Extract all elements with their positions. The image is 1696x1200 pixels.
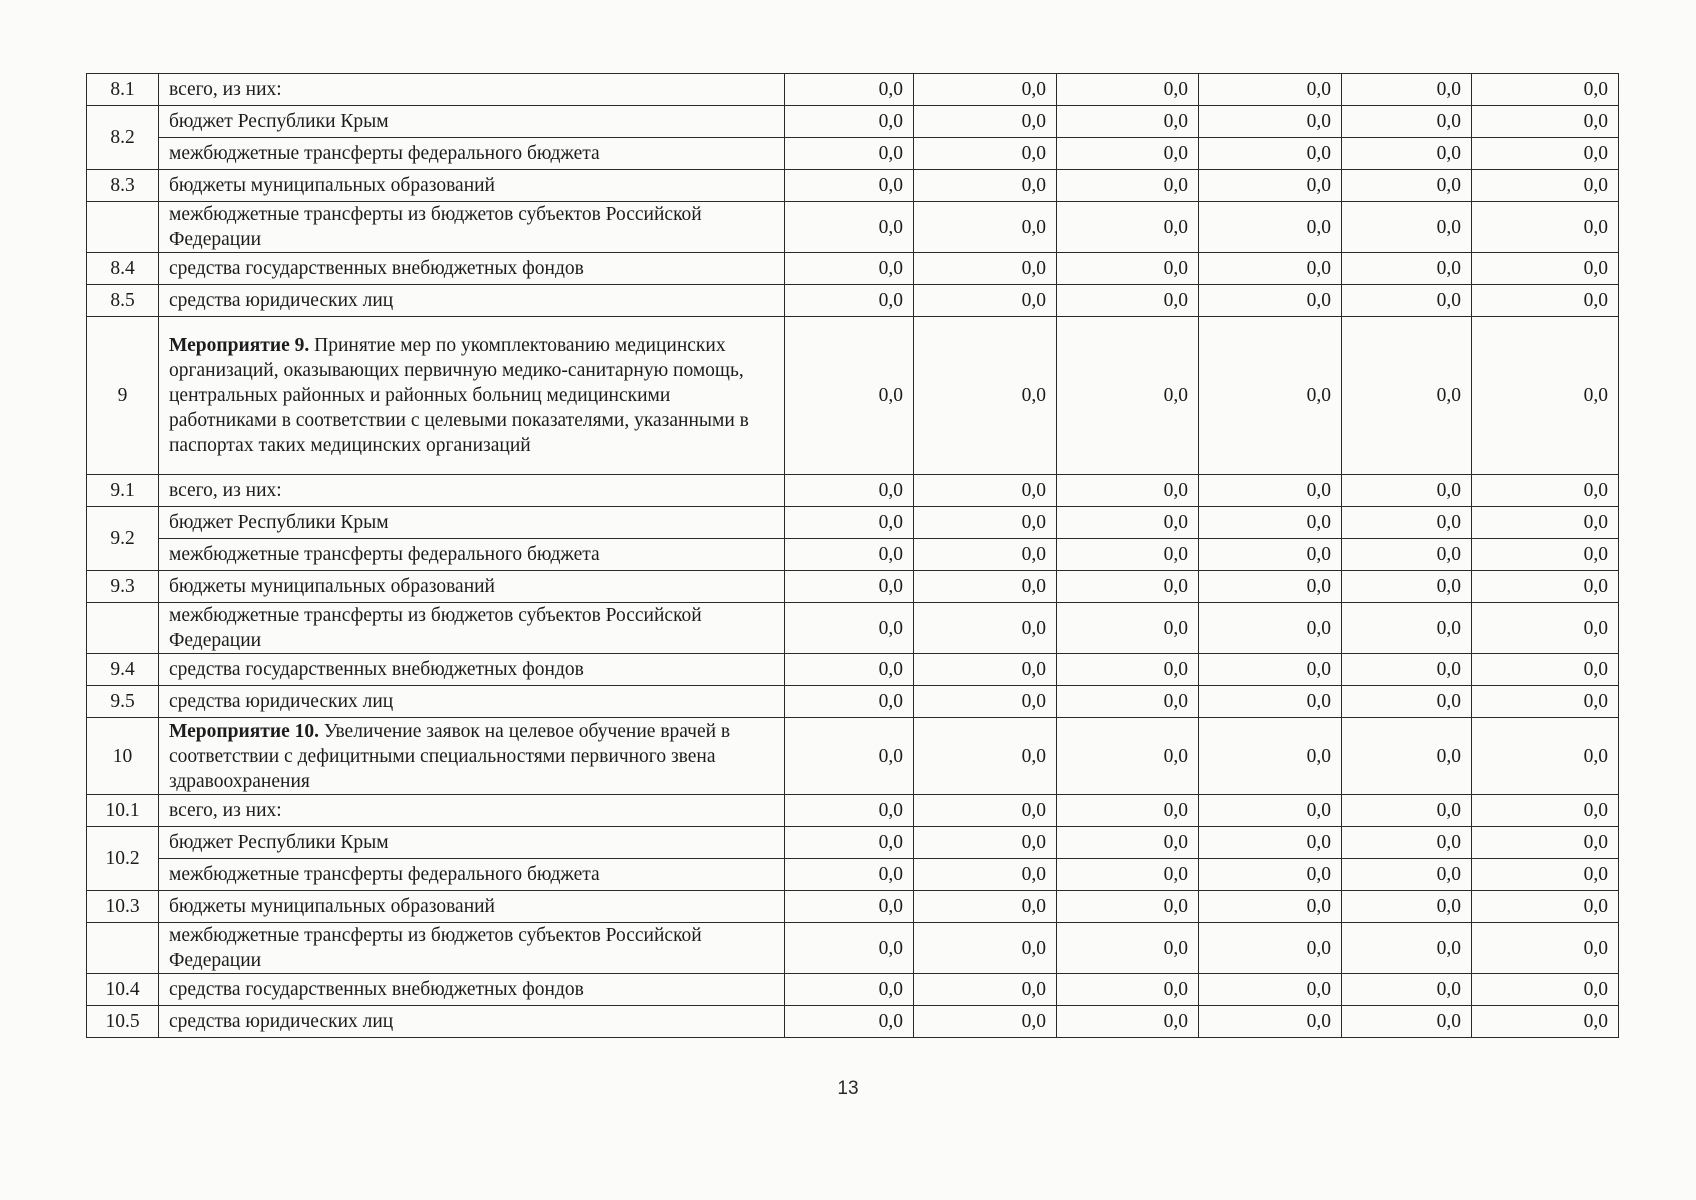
table-row	[87, 253, 1619, 285]
value-cell: 0,0	[1472, 475, 1619, 507]
value-cell: 0,0	[1472, 202, 1619, 253]
value-cell: 0,0	[1472, 571, 1619, 603]
table-row	[87, 718, 1619, 795]
table-row	[87, 859, 1619, 891]
table-row	[87, 654, 1619, 686]
activity-text: Принятие мер по укомплектованию медицинских организаций, оказывающих первичную медико-санитарную помощь, центральных районных и районных больниц медицинскими работниками в соответствии с целевыми показателями, указанными в паспортах таких медицинских организаций	[169, 335, 749, 456]
value-cell: 0,0	[914, 571, 1057, 603]
row-description: бюджет Республики Крым	[159, 827, 785, 859]
value-cell: 0,0	[785, 571, 914, 603]
value-cell: 0,0	[1342, 603, 1472, 654]
value-cell: 0,0	[1342, 170, 1472, 202]
value-cell: 0,0	[785, 475, 914, 507]
value-cell: 0,0	[914, 1006, 1057, 1038]
value-cell: 0,0	[1342, 74, 1472, 106]
activity-label: Мероприятие 9.	[169, 335, 310, 356]
value-cell: 0,0	[1057, 827, 1199, 859]
row-description: межбюджетные трансферты федерального бюджета	[159, 138, 785, 170]
value-cell: 0,0	[1342, 253, 1472, 285]
budget-table	[86, 73, 1619, 1038]
row-description: бюджеты муниципальных образований	[159, 571, 785, 603]
value-cell: 0,0	[1057, 106, 1199, 138]
page-number: 13	[837, 1078, 859, 1099]
value-cell: 0,0	[1199, 974, 1342, 1006]
value-cell: 0,0	[785, 686, 914, 718]
row-description: всего, из них:	[159, 795, 785, 827]
value-cell: 0,0	[1199, 475, 1342, 507]
value-cell: 0,0	[1057, 1006, 1199, 1038]
table-row	[87, 475, 1619, 507]
value-cell: 0,0	[785, 718, 914, 795]
table-row	[87, 827, 1619, 859]
value-cell: 0,0	[1342, 539, 1472, 571]
row-description: межбюджетные трансферты из бюджетов субъектов Российской Федерации	[159, 603, 785, 654]
value-cell: 0,0	[914, 539, 1057, 571]
value-cell: 0,0	[785, 507, 914, 539]
value-cell: 0,0	[785, 202, 914, 253]
value-cell: 0,0	[1057, 603, 1199, 654]
row-description: средства юридических лиц	[159, 686, 785, 718]
activity-text: Увеличение заявок на целевое обучение врачей в соответствии с дефицитными специальностями первичного звена здравоохранения	[169, 720, 731, 792]
value-cell: 0,0	[785, 74, 914, 106]
value-cell: 0,0	[1342, 923, 1472, 974]
value-cell: 0,0	[1472, 686, 1619, 718]
value-cell: 0,0	[1472, 827, 1619, 859]
value-cell: 0,0	[1057, 74, 1199, 106]
value-cell: 0,0	[1199, 859, 1342, 891]
value-cell: 0,0	[785, 170, 914, 202]
table-row	[87, 1006, 1619, 1038]
row-number: 10	[87, 718, 159, 795]
value-cell: 0,0	[1472, 170, 1619, 202]
value-cell: 0,0	[1057, 859, 1199, 891]
value-cell: 0,0	[785, 603, 914, 654]
value-cell: 0,0	[1472, 654, 1619, 686]
table-row	[87, 923, 1619, 974]
activity-label: Мероприятие 10.	[169, 720, 319, 742]
value-cell: 0,0	[914, 106, 1057, 138]
value-cell: 0,0	[1199, 718, 1342, 795]
value-cell: 0,0	[785, 138, 914, 170]
row-description: средства государственных внебюджетных фондов	[159, 654, 785, 686]
value-cell: 0,0	[1199, 285, 1342, 317]
row-number: 9	[87, 317, 159, 475]
value-cell: 0,0	[1472, 507, 1619, 539]
row-number: 10.3	[87, 891, 159, 923]
value-cell: 0,0	[914, 170, 1057, 202]
row-number: 9.2	[87, 507, 159, 571]
table-row	[87, 202, 1619, 253]
value-cell: 0,0	[1342, 317, 1472, 475]
table-row	[87, 539, 1619, 571]
value-cell: 0,0	[1342, 1006, 1472, 1038]
table-row	[87, 106, 1619, 138]
value-cell: 0,0	[1342, 475, 1472, 507]
value-cell: 0,0	[785, 1006, 914, 1038]
value-cell: 0,0	[914, 285, 1057, 317]
value-cell: 0,0	[1342, 571, 1472, 603]
value-cell: 0,0	[1199, 827, 1342, 859]
table-row	[87, 285, 1619, 317]
value-cell: 0,0	[1199, 1006, 1342, 1038]
value-cell: 0,0	[1057, 974, 1199, 1006]
value-cell: 0,0	[1472, 74, 1619, 106]
row-description: средства государственных внебюджетных фондов	[159, 974, 785, 1006]
table-row	[87, 974, 1619, 1006]
row-number: 8.4	[87, 253, 159, 285]
row-number: 10.2	[87, 827, 159, 891]
value-cell: 0,0	[1199, 923, 1342, 974]
row-number	[87, 202, 159, 253]
value-cell: 0,0	[1199, 654, 1342, 686]
value-cell: 0,0	[914, 317, 1057, 475]
value-cell: 0,0	[1057, 317, 1199, 475]
value-cell: 0,0	[1057, 654, 1199, 686]
value-cell: 0,0	[785, 539, 914, 571]
value-cell: 0,0	[1472, 859, 1619, 891]
value-cell: 0,0	[785, 795, 914, 827]
row-description	[159, 718, 785, 795]
value-cell: 0,0	[785, 106, 914, 138]
value-cell: 0,0	[1057, 686, 1199, 718]
value-cell: 0,0	[1342, 974, 1472, 1006]
value-cell: 0,0	[785, 974, 914, 1006]
value-cell: 0,0	[1199, 317, 1342, 475]
row-number: 10.4	[87, 974, 159, 1006]
value-cell: 0,0	[1057, 923, 1199, 974]
row-description: всего, из них:	[159, 74, 785, 106]
table-row	[87, 571, 1619, 603]
row-description: средства юридических лиц	[159, 285, 785, 317]
row-number: 8.1	[87, 74, 159, 106]
value-cell: 0,0	[1199, 253, 1342, 285]
value-cell: 0,0	[914, 923, 1057, 974]
value-cell: 0,0	[1342, 507, 1472, 539]
value-cell: 0,0	[785, 859, 914, 891]
value-cell: 0,0	[1199, 603, 1342, 654]
value-cell: 0,0	[785, 923, 914, 974]
value-cell: 0,0	[914, 686, 1057, 718]
value-cell: 0,0	[1057, 718, 1199, 795]
value-cell: 0,0	[1472, 106, 1619, 138]
value-cell: 0,0	[1472, 539, 1619, 571]
row-description	[159, 317, 785, 475]
table-row	[87, 686, 1619, 718]
value-cell: 0,0	[1342, 827, 1472, 859]
value-cell: 0,0	[1472, 138, 1619, 170]
row-number	[87, 923, 159, 974]
value-cell: 0,0	[914, 718, 1057, 795]
row-number: 9.5	[87, 686, 159, 718]
table-row	[87, 74, 1619, 106]
value-cell: 0,0	[1342, 718, 1472, 795]
value-cell: 0,0	[1472, 891, 1619, 923]
value-cell: 0,0	[1342, 859, 1472, 891]
value-cell: 0,0	[1342, 686, 1472, 718]
row-description: бюджет Республики Крым	[159, 507, 785, 539]
value-cell: 0,0	[1472, 1006, 1619, 1038]
value-cell: 0,0	[1472, 718, 1619, 795]
value-cell: 0,0	[785, 317, 914, 475]
value-cell: 0,0	[1342, 891, 1472, 923]
value-cell: 0,0	[1199, 686, 1342, 718]
value-cell: 0,0	[1057, 507, 1199, 539]
value-cell: 0,0	[1057, 170, 1199, 202]
value-cell: 0,0	[1057, 891, 1199, 923]
value-cell: 0,0	[1342, 654, 1472, 686]
row-number: 8.2	[87, 106, 159, 170]
value-cell: 0,0	[914, 827, 1057, 859]
row-number: 8.3	[87, 170, 159, 202]
row-description: бюджеты муниципальных образований	[159, 891, 785, 923]
value-cell: 0,0	[1342, 138, 1472, 170]
value-cell: 0,0	[1199, 202, 1342, 253]
value-cell: 0,0	[1472, 603, 1619, 654]
value-cell: 0,0	[1342, 795, 1472, 827]
row-number: 9.4	[87, 654, 159, 686]
value-cell: 0,0	[1472, 974, 1619, 1006]
value-cell: 0,0	[1472, 317, 1619, 475]
value-cell: 0,0	[1057, 539, 1199, 571]
value-cell: 0,0	[914, 795, 1057, 827]
value-cell: 0,0	[914, 202, 1057, 253]
row-description: межбюджетные трансферты федерального бюджета	[159, 859, 785, 891]
value-cell: 0,0	[1199, 74, 1342, 106]
value-cell: 0,0	[1342, 285, 1472, 317]
value-cell: 0,0	[785, 253, 914, 285]
value-cell: 0,0	[914, 138, 1057, 170]
row-number: 9.3	[87, 571, 159, 603]
value-cell: 0,0	[1472, 253, 1619, 285]
value-cell: 0,0	[1472, 285, 1619, 317]
row-number: 10.5	[87, 1006, 159, 1038]
row-number: 8.5	[87, 285, 159, 317]
value-cell: 0,0	[785, 827, 914, 859]
value-cell: 0,0	[1057, 795, 1199, 827]
value-cell: 0,0	[914, 654, 1057, 686]
row-description: бюджеты муниципальных образований	[159, 170, 785, 202]
value-cell: 0,0	[914, 974, 1057, 1006]
value-cell: 0,0	[914, 475, 1057, 507]
row-number	[87, 603, 159, 654]
table-row	[87, 317, 1619, 475]
value-cell: 0,0	[1199, 507, 1342, 539]
value-cell: 0,0	[914, 253, 1057, 285]
value-cell: 0,0	[785, 654, 914, 686]
row-number: 9.1	[87, 475, 159, 507]
value-cell: 0,0	[914, 74, 1057, 106]
value-cell: 0,0	[785, 891, 914, 923]
value-cell: 0,0	[1472, 923, 1619, 974]
value-cell: 0,0	[1199, 891, 1342, 923]
value-cell: 0,0	[1057, 571, 1199, 603]
value-cell: 0,0	[1057, 202, 1199, 253]
value-cell: 0,0	[1057, 253, 1199, 285]
value-cell: 0,0	[1342, 202, 1472, 253]
value-cell: 0,0	[1057, 475, 1199, 507]
value-cell: 0,0	[1199, 106, 1342, 138]
value-cell: 0,0	[914, 891, 1057, 923]
row-description: средства государственных внебюджетных фондов	[159, 253, 785, 285]
table-row	[87, 891, 1619, 923]
value-cell: 0,0	[785, 285, 914, 317]
value-cell: 0,0	[1199, 795, 1342, 827]
row-description: бюджет Республики Крым	[159, 106, 785, 138]
table-row	[87, 138, 1619, 170]
table-row	[87, 507, 1619, 539]
table-row	[87, 170, 1619, 202]
row-description: межбюджетные трансферты федерального бюджета	[159, 539, 785, 571]
value-cell: 0,0	[1472, 795, 1619, 827]
row-description: всего, из них:	[159, 475, 785, 507]
row-description: межбюджетные трансферты из бюджетов субъектов Российской Федерации	[159, 923, 785, 974]
table-row	[87, 795, 1619, 827]
value-cell: 0,0	[1199, 571, 1342, 603]
row-description: средства юридических лиц	[159, 1006, 785, 1038]
value-cell: 0,0	[914, 603, 1057, 654]
table-row	[87, 603, 1619, 654]
value-cell: 0,0	[1199, 539, 1342, 571]
value-cell: 0,0	[1342, 106, 1472, 138]
row-description: межбюджетные трансферты из бюджетов субъектов Российской Федерации	[159, 202, 785, 253]
value-cell: 0,0	[1199, 170, 1342, 202]
value-cell: 0,0	[1057, 285, 1199, 317]
value-cell: 0,0	[914, 507, 1057, 539]
row-number: 10.1	[87, 795, 159, 827]
value-cell: 0,0	[1199, 138, 1342, 170]
value-cell: 0,0	[1057, 138, 1199, 170]
value-cell: 0,0	[914, 859, 1057, 891]
